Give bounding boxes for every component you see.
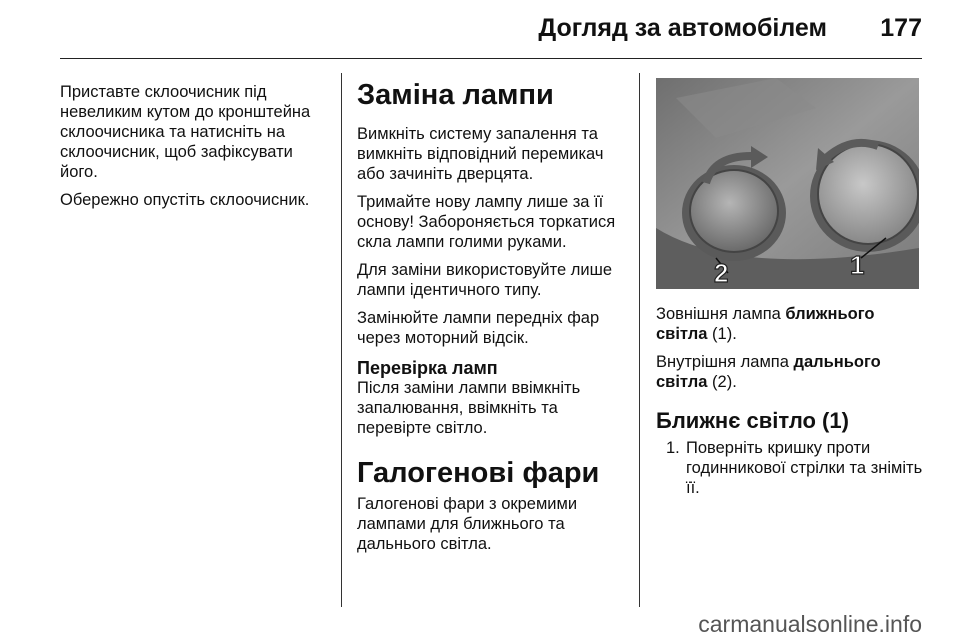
paragraph: Замінюйте лампи передніх фар через моторний відсік. (357, 309, 600, 347)
column-3 (656, 304, 926, 498)
step-number: 1. (666, 439, 680, 457)
callout-1: 1 (850, 250, 865, 280)
subheading: Перевірка ламп (357, 358, 498, 378)
column-divider-1 (341, 73, 342, 607)
paragraph: Вимкніть систему запалення та вимкніть відповідний перемикач або зачиніть дверцята. (357, 125, 604, 183)
header-divider (60, 58, 922, 59)
paragraph: Для заміни використовуйте лише лампи ідентичного типу. (357, 261, 613, 299)
paragraph: Обережно опустіть склоочисник. (60, 191, 310, 209)
column-divider-2 (639, 73, 640, 607)
subsection-heading: Ближнє світло (1) (656, 408, 849, 433)
column-1 (60, 82, 332, 218)
paragraph: Після заміни лампи ввімкніть запалювання, ввімкніть та перевірте світло. (357, 379, 581, 437)
caption-high-beam: Внутрішня лампа дальнього світла (2). (656, 353, 881, 391)
section-title: Догляд за автомобілем (538, 14, 827, 42)
page-number: 177 (880, 14, 922, 42)
section-heading: Заміна лампи (357, 79, 554, 111)
step-text: Поверніть кришку проти годинникової стрілки та зніміть її. (686, 439, 923, 497)
section-heading: Галогенові фари (357, 457, 600, 489)
paragraph: Приставте склоочисник під невеликим кутом до кронштейна склоочисника та натисніть на склоочисник, щоб зафіксувати його. (60, 83, 311, 181)
paragraph: Тримайте нову лампу лише за її основу! Забороняється торкатися скла лампи голими руками. (357, 193, 616, 251)
caption-low-beam: Зовнішня лампа ближнього світла (1). (656, 305, 875, 343)
callout-2: 2 (714, 258, 729, 288)
column-2 (357, 78, 627, 562)
step-item (666, 438, 926, 498)
headlight-illustration (656, 78, 919, 289)
paragraph: Галогенові фари з окремими лампами для ближнього та дальнього світла. (357, 495, 578, 553)
watermark: carmanualsonline.info (698, 611, 922, 637)
